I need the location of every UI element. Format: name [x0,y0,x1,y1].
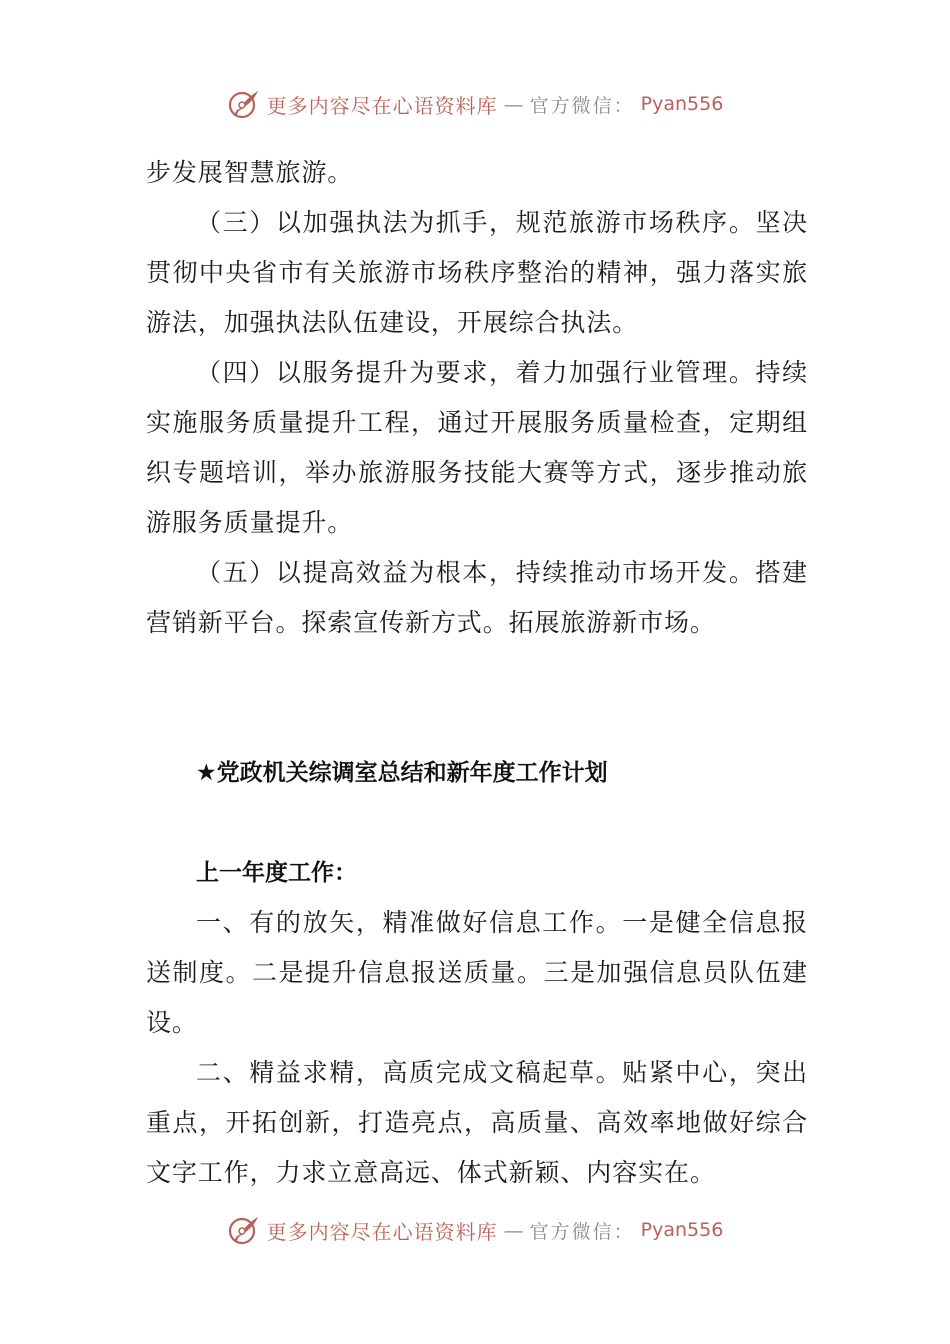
paragraph-work-1: 一、有的放矢，精准做好信息工作。一是健全信息报送制度。二是提升信息报送质量。三是加强信息员队伍建设。 [146,908,808,1037]
watermark-label: 官方微信： [529,1220,635,1243]
watermark-separator: — [503,92,524,116]
watermark-brand: 更多内容尽在心语资料库 [266,1219,498,1244]
paragraph-item-5: （五）以提高效益为根本，持续推动市场开发。搭建营销新平台。探索宣传新方式。拓展旅游新市场。 [146,558,808,637]
watermark-separator: — [503,1218,524,1242]
watermark-label: 官方微信： [529,94,635,117]
document-body [146,148,808,1198]
footer-watermark [0,1210,950,1250]
quill-logo-icon [227,1213,261,1247]
spacer [146,648,808,748]
subsection-title: 上一年度工作： [196,860,357,886]
section-title: ★党政机关综调室总结和新年度工作计划 [196,760,608,786]
quill-logo-icon [227,87,261,121]
watermark-brand: 更多内容尽在心语资料库 [266,93,498,118]
paragraph-work-2: 二、精益求精，高质完成文稿起草。贴紧中心，突出重点，开拓创新，打造亮点，高质量、高效率地做好综合文字工作，力求立意高远、体式新颖、内容实在。 [146,1058,808,1187]
watermark-id: Pyan556 [640,93,724,115]
paragraph-item-3: （三）以加强执法为抓手，规范旅游市场秩序。坚决贯彻中央省市有关旅游市场秩序整治的精神，强力落实旅游法，加强执法队伍建设，开展综合执法。 [146,208,808,337]
watermark-id: Pyan556 [640,1219,724,1241]
paragraph-continuation: 步发展智慧旅游。 [146,158,354,187]
header-watermark [0,84,950,124]
spacer [146,798,808,848]
paragraph-item-4: （四）以服务提升为要求，着力加强行业管理。持续实施服务质量提升工程，通过开展服务质量检查，定期组织专题培训，举办旅游服务技能大赛等方式，逐步推动旅游服务质量提升。 [146,358,808,537]
